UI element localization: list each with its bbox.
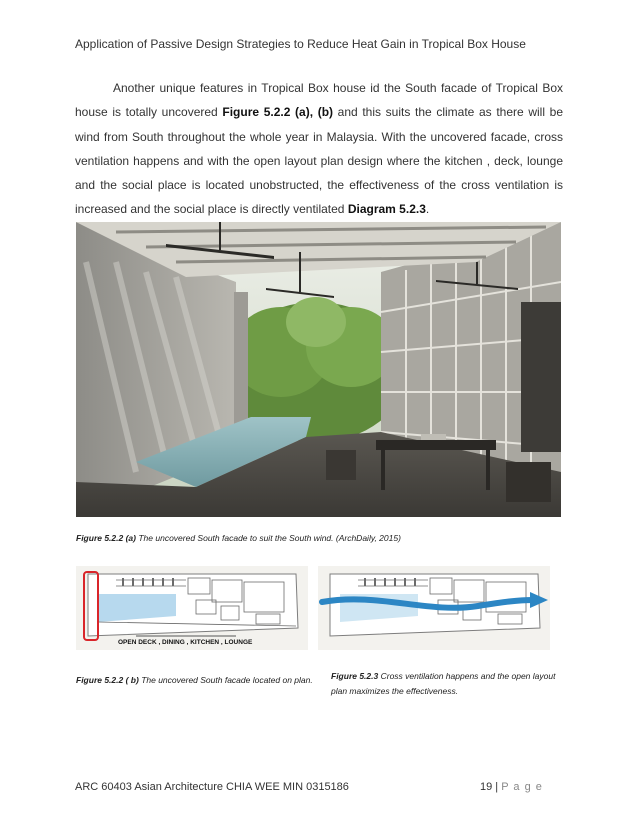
page-separator: | bbox=[492, 781, 502, 793]
plan-figure-b bbox=[76, 566, 308, 650]
body-paragraph bbox=[75, 76, 563, 222]
cross-ventilation-illustration bbox=[318, 566, 550, 650]
page-word: P a g e bbox=[501, 781, 543, 793]
figure-ref-5-2-2: Figure 5.2.2 (a), (b) bbox=[222, 105, 334, 120]
page-number: 19 bbox=[480, 781, 493, 793]
figure-label-c: Figure 5.2.3 bbox=[331, 671, 379, 681]
figure-caption-b-text: The uncovered South facade located on plan. bbox=[138, 675, 313, 685]
figure-label-b: Figure 5.2.2 ( b) bbox=[76, 675, 139, 685]
footer-course-info: ARC 60403 Asian Architecture CHIA WEE MIN 0315186 bbox=[75, 781, 349, 793]
south-facade-photo bbox=[76, 222, 561, 517]
footer-page bbox=[480, 781, 543, 793]
figure-caption-b bbox=[76, 675, 313, 685]
para-text-3: . bbox=[425, 202, 430, 217]
figure-caption-a bbox=[76, 533, 401, 543]
figure-caption-a-text: The uncovered South facade to suit the South wind. (ArchDaily, 2015) bbox=[136, 533, 401, 543]
plan-label-b: OPEN DECK , DINING , KITCHEN , LOUNGE bbox=[118, 639, 253, 646]
figure-caption-c-text: Cross ventilation happens and the open layout plan maximizes the effectiveness. bbox=[331, 671, 556, 696]
running-header: Application of Passive Design Strategies to Reduce Heat Gain in Tropical Box House bbox=[75, 37, 526, 51]
figure-caption-c bbox=[331, 669, 561, 699]
para-text-1: Another unique features in Tropical Box house id the South facade of Tropical Box house is totally uncovered bbox=[75, 81, 563, 120]
diagram-ref-5-2-3: Diagram 5.2.3 bbox=[347, 202, 426, 217]
south-facade-illustration bbox=[76, 222, 561, 517]
cross-ventilation-diagram bbox=[318, 566, 550, 650]
floor-plan-b-illustration bbox=[76, 566, 308, 650]
para-text-2: and this suits the climate as there will be wind from South throughout the whole year in Malaysia. With the uncovered facade, cross ventilation happens and with the open layout plan design where the kitchen , deck, lounge and the social place is located unobstructed, the effectiveness of the cross ventilation is increased and the social place is directly ventilated bbox=[75, 105, 563, 217]
figure-label-a: Figure 5.2.2 (a) bbox=[76, 533, 136, 543]
